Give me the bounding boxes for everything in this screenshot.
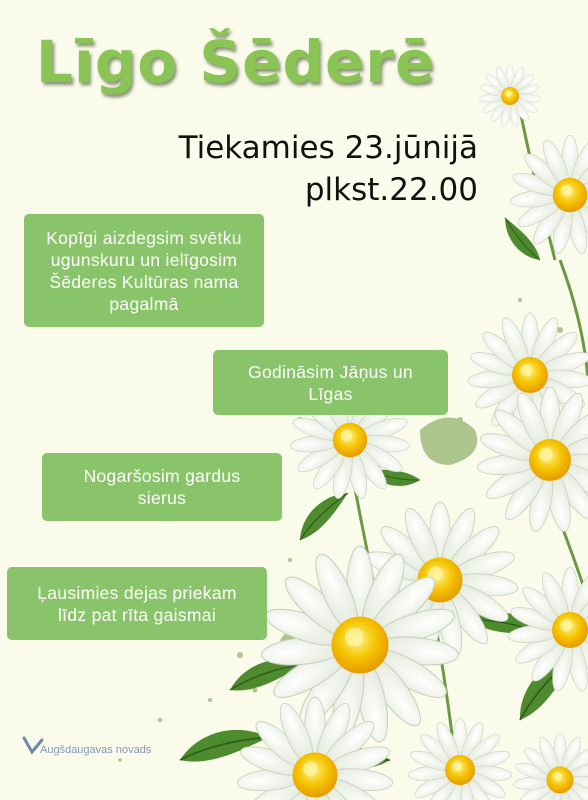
event-box-line: pagalmā [109,293,179,314]
event-box-line: Šēderes Kultūras nama [49,271,239,292]
event-box-dance [7,567,267,640]
event-box-line: Ļausimies dejas priekam [37,582,237,603]
event-box-line: ugunskuru un ielīgosim [50,249,238,270]
event-box-honoring [213,350,448,415]
event-box-bonfire [24,214,264,327]
event-box-cheese [42,453,282,521]
event-time: plkst.22.00 [304,172,478,208]
page-title: Līgo Šēderē [36,28,436,96]
event-box-line: sierus [137,488,187,508]
event-box-line: Līgas [308,383,353,404]
watermark: Augšdaugavas novads [40,744,152,756]
event-box-line: Kopīgi aizdegsim svētku [46,227,242,248]
event-box-line: Godināsim Jāņus un [248,361,413,382]
event-box-line: līdz pat rīta gaismai [57,604,217,625]
event-date: Tiekamies 23.jūnijā [178,130,478,166]
event-box-line: Nogaršosim gardus [83,466,241,486]
